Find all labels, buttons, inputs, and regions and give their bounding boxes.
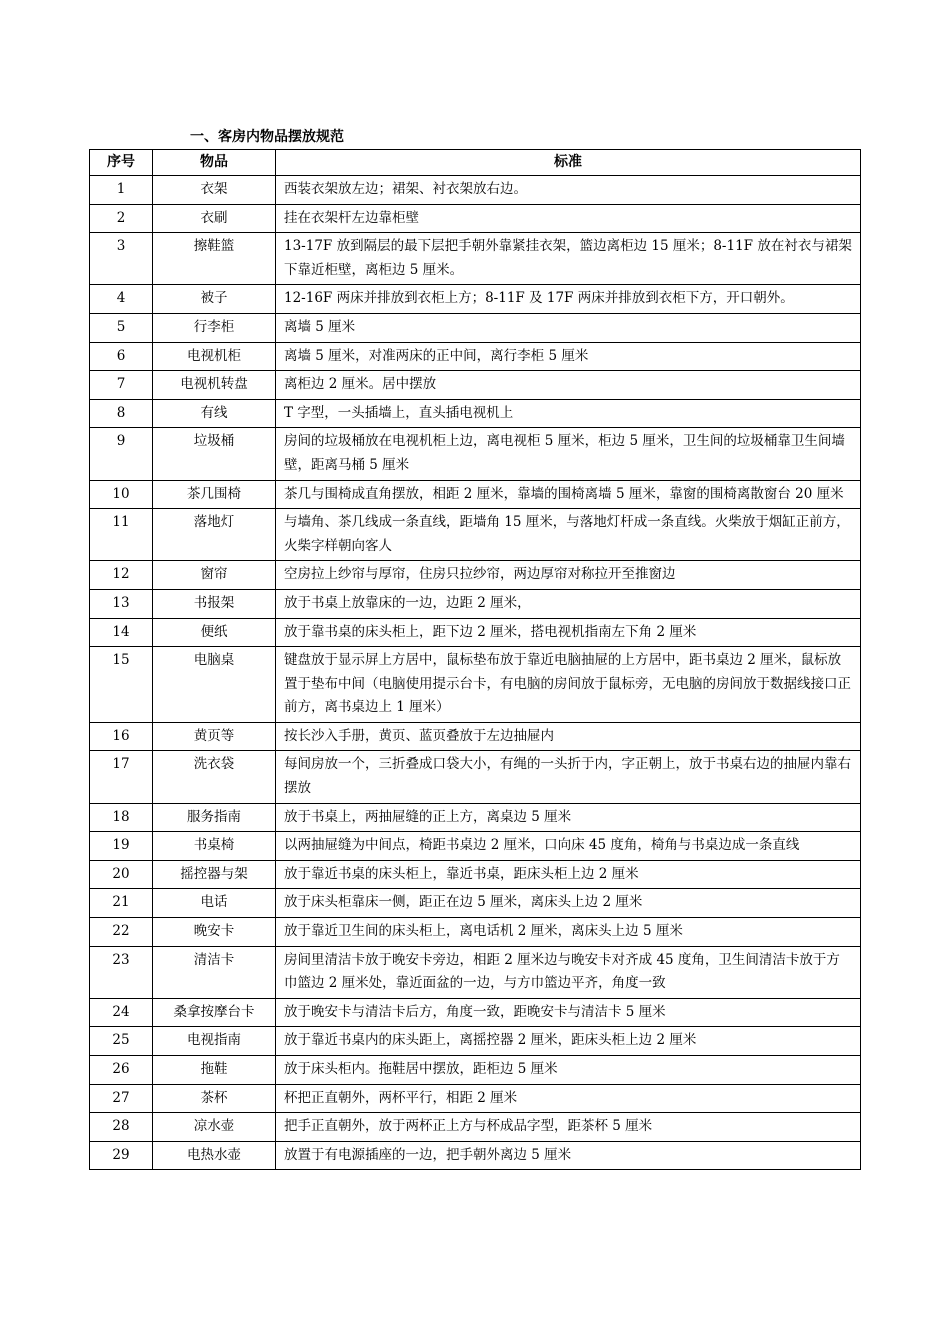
row-standard: 放于靠近卫生间的床头柜上，离电话机 2 厘米，离床头上边 5 厘米 bbox=[276, 918, 861, 947]
row-standard: 房间里清洁卡放于晚安卡旁边，相距 2 厘米边与晚安卡对齐成 45 度角，卫生间清洁卡放于方巾篮边 2 厘米处，靠近面盆的一边，与方巾篮边平齐，角度一致 bbox=[276, 946, 861, 998]
row-item: 服务指南 bbox=[153, 803, 276, 832]
row-item: 窗帘 bbox=[153, 561, 276, 590]
row-item: 拖鞋 bbox=[153, 1056, 276, 1085]
table-row bbox=[90, 480, 861, 509]
row-number: 16 bbox=[90, 722, 153, 751]
table-row bbox=[90, 561, 861, 590]
row-standard: 放于靠近书桌的床头柜上，靠近书桌，距床头柜上边 2 厘米 bbox=[276, 860, 861, 889]
row-item: 行李柜 bbox=[153, 313, 276, 342]
row-item: 晚安卡 bbox=[153, 918, 276, 947]
table-row bbox=[90, 998, 861, 1027]
table-row bbox=[90, 1113, 861, 1142]
row-standard: 离墙 5 厘米 bbox=[276, 313, 861, 342]
row-standard: 与墙角、茶几线成一条直线，距墙角 15 厘米，与落地灯杆成一条直线。火柴放于烟缸正前方，火柴字样朝向客人 bbox=[276, 509, 861, 561]
row-item: 擦鞋篮 bbox=[153, 233, 276, 285]
row-number: 11 bbox=[90, 509, 153, 561]
table-row bbox=[90, 751, 861, 803]
row-item: 洗衣袋 bbox=[153, 751, 276, 803]
row-standard: 12-16F 两床并排放到衣柜上方；8-11F 及 17F 两床并排放到衣柜下方，开口朝外。 bbox=[276, 285, 861, 314]
table-row bbox=[90, 918, 861, 947]
placement-standards-table bbox=[89, 149, 861, 1170]
table-row bbox=[90, 204, 861, 233]
row-number: 21 bbox=[90, 889, 153, 918]
header-item: 物品 bbox=[153, 150, 276, 176]
row-item: 书报架 bbox=[153, 589, 276, 618]
row-number: 22 bbox=[90, 918, 153, 947]
row-number: 14 bbox=[90, 618, 153, 647]
row-item: 书桌椅 bbox=[153, 832, 276, 861]
row-standard: 空房拉上纱帘与厚帘，住房只拉纱帘，两边厚帘对称拉开至推窗边 bbox=[276, 561, 861, 590]
row-number: 17 bbox=[90, 751, 153, 803]
row-number: 25 bbox=[90, 1027, 153, 1056]
row-number: 3 bbox=[90, 233, 153, 285]
row-item: 有线 bbox=[153, 399, 276, 428]
row-standard: 放于靠近书桌内的床头距上，离摇控器 2 厘米，距床头柜上边 2 厘米 bbox=[276, 1027, 861, 1056]
row-standard: 放于靠书桌的床头柜上，距下边 2 厘米，搭电视机指南左下角 2 厘米 bbox=[276, 618, 861, 647]
table-row bbox=[90, 428, 861, 480]
row-item: 摇控器与架 bbox=[153, 860, 276, 889]
row-item: 电视机转盘 bbox=[153, 371, 276, 400]
table-header-row bbox=[90, 150, 861, 176]
row-standard: 放于床头柜内。拖鞋居中摆放，距柜边 5 厘米 bbox=[276, 1056, 861, 1085]
row-standard: 每间房放一个，三折叠成口袋大小，有绳的一头折于内，字正朝上，放于书桌右边的抽屉内靠右摆放 bbox=[276, 751, 861, 803]
row-number: 28 bbox=[90, 1113, 153, 1142]
row-standard: 挂在衣架杆左边靠柜壁 bbox=[276, 204, 861, 233]
table-row bbox=[90, 589, 861, 618]
row-number: 7 bbox=[90, 371, 153, 400]
row-standard: 离柜边 2 厘米。居中摆放 bbox=[276, 371, 861, 400]
row-item: 茶几围椅 bbox=[153, 480, 276, 509]
row-number: 9 bbox=[90, 428, 153, 480]
row-number: 12 bbox=[90, 561, 153, 590]
table-row bbox=[90, 860, 861, 889]
row-number: 13 bbox=[90, 589, 153, 618]
table-row bbox=[90, 509, 861, 561]
row-standard: 放置于有电源插座的一边，把手朝外离边 5 厘米 bbox=[276, 1141, 861, 1170]
row-standard: 把手正直朝外，放于两杯正上方与杯成品字型，距茶杯 5 厘米 bbox=[276, 1113, 861, 1142]
table-row bbox=[90, 946, 861, 998]
table-row bbox=[90, 1141, 861, 1170]
row-item: 电热水壶 bbox=[153, 1141, 276, 1170]
row-standard: T 字型，一头插墙上，直头插电视机上 bbox=[276, 399, 861, 428]
row-standard: 房间的垃圾桶放在电视机柜上边，离电视柜 5 厘米，柜边 5 厘米，卫生间的垃圾桶靠卫生间墙壁，距离马桶 5 厘米 bbox=[276, 428, 861, 480]
table-row bbox=[90, 399, 861, 428]
row-item: 衣架 bbox=[153, 176, 276, 205]
row-number: 24 bbox=[90, 998, 153, 1027]
row-standard: 放于书桌上，两抽屉缝的正上方，离桌边 5 厘米 bbox=[276, 803, 861, 832]
header-number: 序号 bbox=[90, 150, 153, 176]
row-standard: 13-17F 放到隔层的最下层把手朝外靠紧挂衣架，篮边离柜边 15 厘米；8-11F 放在衬衣与裙架下靠近柜壁，离柜边 5 厘米。 bbox=[276, 233, 861, 285]
row-standard: 茶几与围椅成直角摆放，相距 2 厘米，靠墙的围椅离墙 5 厘米，靠窗的围椅离散窗台 20 厘米 bbox=[276, 480, 861, 509]
row-standard: 按长沙入手册，黄页、蓝页叠放于左边抽屉内 bbox=[276, 722, 861, 751]
table-row bbox=[90, 1056, 861, 1085]
section-title: 一、客房内物品摆放规范 bbox=[190, 129, 344, 145]
row-item: 桑拿按摩台卡 bbox=[153, 998, 276, 1027]
row-number: 1 bbox=[90, 176, 153, 205]
row-number: 8 bbox=[90, 399, 153, 428]
row-number: 4 bbox=[90, 285, 153, 314]
table-row bbox=[90, 285, 861, 314]
row-item: 电视指南 bbox=[153, 1027, 276, 1056]
row-item: 衣刷 bbox=[153, 204, 276, 233]
table-row bbox=[90, 618, 861, 647]
table-row bbox=[90, 233, 861, 285]
row-number: 19 bbox=[90, 832, 153, 861]
row-standard: 以两抽屉缝为中间点，椅距书桌边 2 厘米，口向床 45 度角，椅角与书桌边成一条直线 bbox=[276, 832, 861, 861]
row-number: 20 bbox=[90, 860, 153, 889]
row-standard: 西装衣架放左边；裙架、衬衣架放右边。 bbox=[276, 176, 861, 205]
row-item: 便纸 bbox=[153, 618, 276, 647]
row-number: 15 bbox=[90, 647, 153, 723]
row-item: 黄页等 bbox=[153, 722, 276, 751]
table-row bbox=[90, 832, 861, 861]
row-number: 5 bbox=[90, 313, 153, 342]
row-item: 电视机柜 bbox=[153, 342, 276, 371]
row-number: 26 bbox=[90, 1056, 153, 1085]
row-standard: 放于书桌上放靠床的一边，边距 2 厘米， bbox=[276, 589, 861, 618]
table-body bbox=[90, 176, 861, 1170]
row-item: 电话 bbox=[153, 889, 276, 918]
row-item: 电脑桌 bbox=[153, 647, 276, 723]
row-item: 茶杯 bbox=[153, 1084, 276, 1113]
row-standard: 离墙 5 厘米，对准两床的正中间，离行李柜 5 厘米 bbox=[276, 342, 861, 371]
row-item: 落地灯 bbox=[153, 509, 276, 561]
table-row bbox=[90, 889, 861, 918]
row-number: 23 bbox=[90, 946, 153, 998]
row-number: 6 bbox=[90, 342, 153, 371]
table-row bbox=[90, 342, 861, 371]
row-number: 27 bbox=[90, 1084, 153, 1113]
row-standard: 杯把正直朝外，两杯平行，相距 2 厘米 bbox=[276, 1084, 861, 1113]
row-number: 18 bbox=[90, 803, 153, 832]
row-number: 2 bbox=[90, 204, 153, 233]
row-number: 10 bbox=[90, 480, 153, 509]
row-standard: 键盘放于显示屏上方居中，鼠标垫布放于靠近电脑抽屉的上方居中，距书桌边 2 厘米，鼠标放置于垫布中间（电脑使用提示台卡，有电脑的房间放于鼠标旁，无电脑的房间放于数据线接口正前方，离书桌边上 1 厘米） bbox=[276, 647, 861, 723]
header-standard: 标准 bbox=[276, 150, 861, 176]
table-row bbox=[90, 647, 861, 723]
row-item: 垃圾桶 bbox=[153, 428, 276, 480]
row-standard: 放于床头柜靠床一侧，距正在边 5 厘米，离床头上边 2 厘米 bbox=[276, 889, 861, 918]
row-number: 29 bbox=[90, 1141, 153, 1170]
table-row bbox=[90, 1084, 861, 1113]
row-standard: 放于晚安卡与清洁卡后方，角度一致，距晚安卡与清洁卡 5 厘米 bbox=[276, 998, 861, 1027]
table-row bbox=[90, 1027, 861, 1056]
table-row bbox=[90, 371, 861, 400]
row-item: 凉水壶 bbox=[153, 1113, 276, 1142]
row-item: 清洁卡 bbox=[153, 946, 276, 998]
table-row bbox=[90, 722, 861, 751]
row-item: 被子 bbox=[153, 285, 276, 314]
table-row bbox=[90, 313, 861, 342]
table-row bbox=[90, 803, 861, 832]
table-row bbox=[90, 176, 861, 205]
